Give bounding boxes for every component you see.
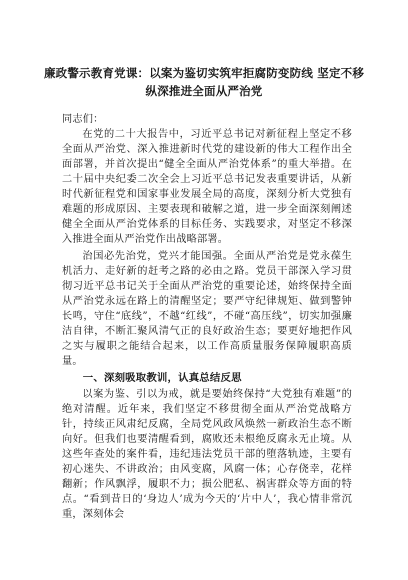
- section-heading: 一、深刻吸取教训，认真总结反思: [82, 372, 242, 384]
- paragraph-section-one: 以案为鉴、引以为戒，就是要始终保持“大党独有难题”的绝对清醒。近年来，我们坚定不移贯彻全面从严治党战略方针，持续正风肃纪反腐，全局党风政风焕然一新政治生态不断向好。但我们也要清醒看到，腐败还未根绝反腐永无止境。从这些年查处的案件看，违纪违法党员干部的堕落轨迹，主要有初心迷失、不讲政治；由风变腐，风腐一体；心存侥幸，花样翻新；作风飘浮，履职不力；损公肥私、祸害群众等方面的特点。“看到昔日的‘身边人’成为今天的‘片中人’，我心情非常沉重，深刻体会: [62, 389, 352, 520]
- document-body: [62, 112, 352, 522]
- document-title: 廉政警示教育党课：以案为鉴切实筑牢拒腐防变防线 坚定不移纵深推进全面从严治党: [43, 66, 365, 98]
- paragraph-intro: 在党的二十大报告中，习近平总书记对新征程上坚定不移全面从严治党、深入推进新时代党的建设新的伟大工程作出全面部署，并首次提出“健全全面从严治党体系”的重大举措。在二十届中央纪委二次全会上习近平总书记发表重要讲话，从新时代新征程党和国家事业发展全局的高度，深刻分析大党独有难题的形成原因、主要表现和破解之道，进一步全面深刻阐述健全全面从严治党体系的目标任务、实践要求，对坚定不移深入推进全面从严治党作出战略部署。: [62, 129, 352, 245]
- paragraph-party-governance: 治国必先治党，党兴才能国强。全面从严治党是党永葆生机活力、走好新的赶考之路的必由之路。党员干部深入学习贯彻习近平总书记关于全面从严治党的重要论述，始终保持全面从严治党永远在路上的清醒坚定；要严守纪律规矩、做到警钟长鸣，守住“底线”，不越“红线”，不碰“高压线”，切实加强廉洁自律，不断汇聚风清气正的良好政治生态；要更好地把作风之实与履职之能结合起来，以工作高质量服务保障履职高质量。: [62, 251, 352, 367]
- greeting: 同志们：: [62, 114, 104, 125]
